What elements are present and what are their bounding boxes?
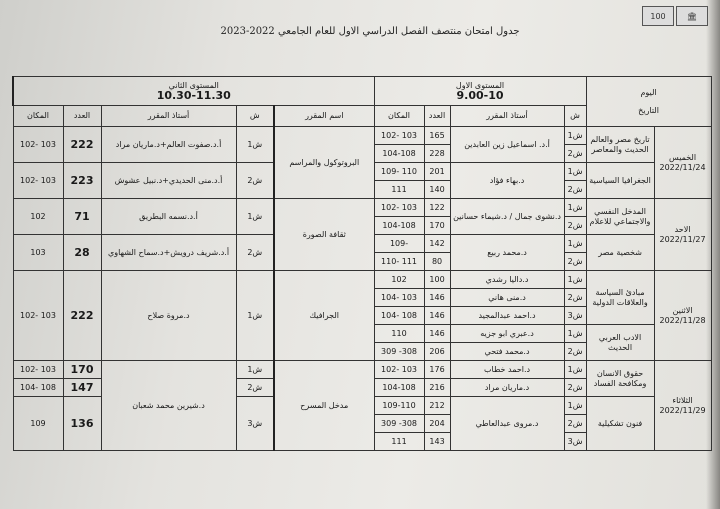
level1-place: 104-108 — [374, 379, 424, 397]
level1-place: 109- 110 — [374, 163, 424, 181]
level2-count: 71 — [63, 199, 101, 235]
level1-place: 102- 103 — [374, 127, 424, 145]
level1-course: شخصية مصر — [586, 235, 654, 271]
exam-date: 2022/11/29 — [659, 405, 706, 415]
level1-teacher: د.داليا رشدي — [450, 271, 564, 289]
level1-place: 104-108 — [374, 217, 424, 235]
level2-header: المستوى الثاني 10.30-11.30 — [13, 77, 374, 106]
level1-teacher: د.نشوى جمال / د.شيماء حسانين — [450, 199, 564, 235]
level1-count: 204 — [424, 415, 450, 433]
day-name: الثلاثاء — [672, 395, 693, 405]
level1-place: 102- 103 — [374, 361, 424, 379]
level2-count: 222 — [63, 127, 101, 163]
level1-count: 176 — [424, 361, 450, 379]
level2-teacher: أ.د.شريف درويش+د.سماح الشهاوي — [101, 235, 236, 271]
level1-section: ش2 — [564, 379, 586, 397]
level1-course: تاريخ مصر والعالم الحديث والمعاصر — [586, 127, 654, 163]
level2-count: 147 — [63, 379, 101, 397]
level1-place: 102- 103 — [374, 199, 424, 217]
level1-place: 104- 108 — [374, 307, 424, 325]
level1-place: 102 — [374, 271, 424, 289]
level1-teacher: د.بهاء فؤاد — [450, 163, 564, 199]
exam-date: 2022/11/24 — [659, 162, 706, 172]
level2-teacher: أ.د.نسمه البطريق — [101, 199, 236, 235]
level1-count: 206 — [424, 343, 450, 361]
level2-section: ش1 — [236, 271, 274, 361]
level2-count: 222 — [63, 271, 101, 361]
level1-place: 104- 103 — [374, 289, 424, 307]
level1-count: 146 — [424, 307, 450, 325]
level2-course: ثقافة الصورة — [274, 199, 374, 271]
level1-teacher: د.محمد فتحي — [450, 343, 564, 361]
header-place: المكان — [13, 106, 63, 127]
level2-course: الجرافيك — [274, 271, 374, 361]
level1-place: 110 — [374, 325, 424, 343]
level2-section: ش2 — [236, 235, 274, 271]
level2-place: 102- 103 — [13, 127, 63, 163]
level1-place: 111 — [374, 181, 424, 199]
header-count: العدد — [63, 106, 101, 127]
header-count: العدد — [424, 106, 450, 127]
level1-course: الجغرافيا السياسية — [586, 163, 654, 199]
level1-course: المدخل النفسي والاجتماعي للاعلام — [586, 199, 654, 235]
header-course: اسم المقرر — [274, 106, 374, 127]
level1-count: 142 — [424, 235, 450, 253]
level2-course: البروتوكول والمراسم — [274, 127, 374, 199]
level2-section: ش1 — [236, 361, 274, 379]
level1-count: 201 — [424, 163, 450, 181]
header-teacher: أستاذ المقرر — [101, 106, 236, 127]
day-name: الخميس — [669, 152, 697, 162]
level1-teacher: د.احمد عبدالمجيد — [450, 307, 564, 325]
header-section: ش — [564, 106, 586, 127]
level1-course: مبادئ السياسة والعلاقات الدولية — [586, 271, 654, 325]
level1-section: ش1 — [564, 271, 586, 289]
level1-section: ش1 — [564, 235, 586, 253]
level2-place: 103 — [13, 235, 63, 271]
level1-section: ش2 — [564, 181, 586, 199]
level1-teacher: د.منى هاني — [450, 289, 564, 307]
level1-count: 170 — [424, 217, 450, 235]
level1-section: ش2 — [564, 145, 586, 163]
level1-count: 140 — [424, 181, 450, 199]
level1-section: ش2 — [564, 217, 586, 235]
level1-count: 212 — [424, 397, 450, 415]
level1-section: ش2 — [564, 343, 586, 361]
university-logo: 🏛 — [676, 6, 708, 26]
anniversary-logo: 100 — [642, 6, 674, 26]
level2-section: ش1 — [236, 199, 274, 235]
level1-section: ش3 — [564, 307, 586, 325]
level2-section: ش2 — [236, 163, 274, 199]
level1-section: ش1 — [564, 397, 586, 415]
exam-schedule-table — [12, 76, 712, 451]
level1-header: المستوى الاول 9.00-10 — [374, 77, 586, 106]
schedule-row — [13, 361, 711, 379]
level2-course: مدخل المسرح — [274, 361, 374, 451]
level1-count: 122 — [424, 199, 450, 217]
level1-section: ش2 — [564, 289, 586, 307]
level2-count: 136 — [63, 397, 101, 451]
level1-course: فنون تشكيلية — [586, 397, 654, 451]
day-cell — [654, 271, 711, 361]
level1-teacher: أ.د. اسماعيل زين العابدين — [450, 127, 564, 163]
level1-section: ش2 — [564, 253, 586, 271]
level1-teacher: د.احمد خطاب — [450, 361, 564, 379]
level2-section: ش3 — [236, 397, 274, 451]
schedule-row — [13, 127, 711, 145]
level1-course: حقوق الانسان ومكافحة الفساد — [586, 361, 654, 397]
schedule-row — [13, 199, 711, 217]
level1-course: الادب العربي الحديث — [586, 325, 654, 361]
level1-teacher: د.مروى عبدالعاطي — [450, 397, 564, 451]
level2-place: 102- 103 — [13, 361, 63, 379]
exam-date: 2022/11/28 — [659, 315, 706, 325]
level1-section: ش2 — [564, 415, 586, 433]
level1-count: 146 — [424, 325, 450, 343]
level1-section: ش1 — [564, 199, 586, 217]
header-place: المكان — [374, 106, 424, 127]
level2-teacher: أ.د.منى الحديدي+د.نبيل عشوش — [101, 163, 236, 199]
level1-section: ش1 — [564, 163, 586, 181]
level1-teacher: د.ماريان مراد — [450, 379, 564, 397]
page-title: جدول امتحان منتصف الفصل الدراسي الاول للعام الجامعي 2022-2023 — [220, 26, 520, 37]
level1-place: 109-110 — [374, 397, 424, 415]
level2-section: ش1 — [236, 127, 274, 163]
level1-teacher: د.عبري ابو جزيه — [450, 325, 564, 343]
header-section: ش — [236, 106, 274, 127]
level2-count: 170 — [63, 361, 101, 379]
level1-count: 216 — [424, 379, 450, 397]
level1-section: ش1 — [564, 127, 586, 145]
level2-teacher: د.مروة صلاح — [101, 271, 236, 361]
level2-place: 102 — [13, 199, 63, 235]
level1-teacher: د.محمد ربيع — [450, 235, 564, 271]
level2-count: 28 — [63, 235, 101, 271]
schedule-row — [13, 271, 711, 289]
day-date-header: اليوم التاريخ — [586, 77, 711, 127]
level2-section: ش2 — [236, 379, 274, 397]
level1-place: 104-108 — [374, 145, 424, 163]
level1-place: 111 — [374, 433, 424, 451]
level2-place: 102- 103 — [13, 271, 63, 361]
level1-count: 165 — [424, 127, 450, 145]
level1-place: 309 -308 — [374, 415, 424, 433]
level2-teacher: د.شيرين محمد شعبان — [101, 361, 236, 451]
level2-place: 102- 103 — [13, 163, 63, 199]
level2-count: 223 — [63, 163, 101, 199]
day-name: الاثنين — [672, 305, 693, 315]
level1-place: 110- 111 — [374, 253, 424, 271]
level1-count: 228 — [424, 145, 450, 163]
level1-count: 100 — [424, 271, 450, 289]
level1-place: 109- — [374, 235, 424, 253]
header-teacher: أستاذ المقرر — [450, 106, 564, 127]
exam-date: 2022/11/27 — [659, 234, 706, 244]
level1-count: 143 — [424, 433, 450, 451]
level1-count: 146 — [424, 289, 450, 307]
level2-place: 109 — [13, 397, 63, 451]
level1-section: ش3 — [564, 433, 586, 451]
level1-count: 80 — [424, 253, 450, 271]
day-name: الاحد — [674, 224, 691, 234]
level2-teacher: أ.د.صفوت العالم+د.ماريان مراد — [101, 127, 236, 163]
level1-section: ش1 — [564, 325, 586, 343]
day-cell — [654, 127, 711, 199]
day-cell — [654, 361, 711, 451]
day-cell — [654, 199, 711, 271]
level1-place: 309 -308 — [374, 343, 424, 361]
level1-section: ش1 — [564, 361, 586, 379]
level2-place: 104- 108 — [13, 379, 63, 397]
